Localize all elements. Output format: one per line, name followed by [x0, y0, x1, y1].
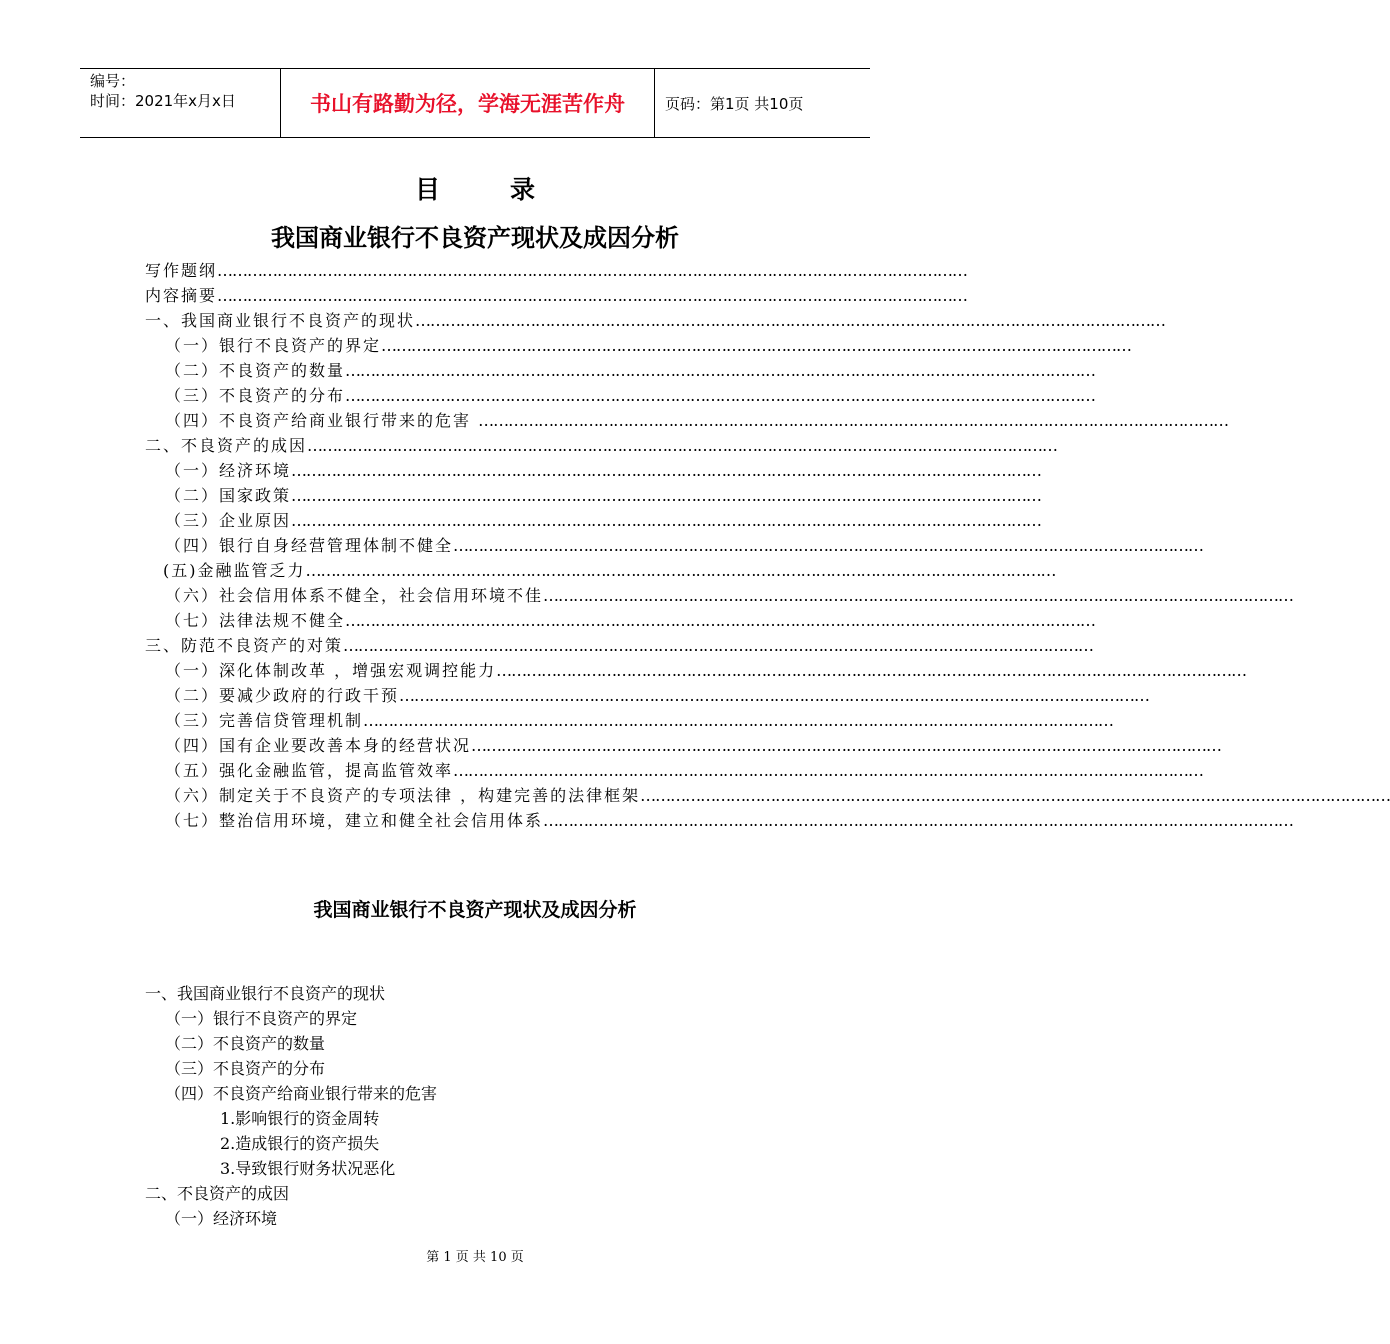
toc-leader-dots: ……………………………………………………………………………………………………………………………………: [453, 761, 1204, 780]
toc-entry-text: （六）社会信用体系不健全，社会信用环境不佳: [165, 586, 544, 605]
toc-leader-dots: ……………………………………………………………………………………………………………………………………: [543, 811, 1294, 830]
toc-leader-dots: ……………………………………………………………………………………………………………………………………: [291, 486, 1042, 505]
toc-leader-dots: ……………………………………………………………………………………………………………………………………: [291, 511, 1042, 530]
outline-item: 一、我国商业银行不良资产的现状: [145, 984, 386, 1003]
toc-entry: [145, 758, 1204, 783]
toc-leader-dots: ……………………………………………………………………………………………………………………………………: [217, 286, 968, 305]
toc-entry-text: （二）不良资产的数量: [165, 361, 346, 380]
toc-entry: [145, 783, 1390, 808]
outline-item: 二、不良资产的成因: [145, 1184, 290, 1203]
toc-entry: [145, 433, 1058, 458]
toc-entry: [145, 308, 1166, 333]
toc-entry-text: （二）国家政策: [165, 486, 292, 505]
toc-entry-text: 写作题纲: [145, 261, 218, 280]
toc-entry: [145, 283, 968, 308]
toc-heading-left: 目: [414, 175, 440, 204]
toc-leader-dots: ……………………………………………………………………………………………………………………………………: [343, 636, 1094, 655]
toc-entry: [145, 333, 1132, 358]
toc-entry-text: 二、不良资产的成因: [145, 436, 308, 455]
toc-heading: [0, 170, 950, 206]
toc-entry-text: (五)金融监管乏力: [163, 561, 306, 580]
toc-leader-dots: ……………………………………………………………………………………………………………………………………: [496, 661, 1247, 680]
outline-item: （一）银行不良资产的界定: [165, 1009, 358, 1028]
toc-leader-dots: ……………………………………………………………………………………………………………………………………: [291, 461, 1042, 480]
toc-leader-dots: ……………………………………………………………………………………………………………………………………: [305, 561, 1056, 580]
toc-leader-dots: ……………………………………………………………………………………………………………………………………: [307, 436, 1058, 455]
outline-item: （一）经济环境: [165, 1209, 278, 1228]
toc-leader-dots: ……………………………………………………………………………………………………………………………………: [381, 336, 1132, 355]
toc-heading-right: 录: [510, 175, 536, 204]
toc-entry: [145, 708, 1114, 733]
toc-entry: [145, 258, 968, 283]
toc-leader-dots: ……………………………………………………………………………………………………………………………………: [478, 411, 1229, 430]
page-header: [80, 68, 870, 138]
toc-leader-dots: ……………………………………………………………………………………………………………………………………: [363, 711, 1114, 730]
toc-entry-text: 内容摘要: [145, 286, 218, 305]
toc-leader-dots: ……………………………………………………………………………………………………………………………………: [543, 586, 1294, 605]
page-footer: 第 1 页 共 10 页: [426, 1250, 524, 1265]
toc-entry: [145, 558, 1056, 583]
toc-entry: [145, 808, 1294, 833]
toc-entry-text: （三）不良资产的分布: [165, 386, 346, 405]
toc-leader-dots: ……………………………………………………………………………………………………………………………………: [345, 361, 1096, 380]
number-label: 编号：: [90, 72, 136, 90]
toc-leader-dots: ……………………………………………………………………………………………………………………………………: [471, 736, 1222, 755]
toc-entry: [145, 733, 1222, 758]
toc-entry-text: （二）要减少政府的行政干预: [165, 686, 400, 705]
outline: [145, 981, 795, 1231]
toc-entry-text: （一）经济环境: [165, 461, 292, 480]
toc-leader-dots: ……………………………………………………………………………………………………………………………………: [453, 536, 1204, 555]
toc-entry: [145, 583, 1294, 608]
toc-leader-dots: ……………………………………………………………………………………………………………………………………: [345, 611, 1096, 630]
toc-entry: [145, 383, 1096, 408]
header-motto: 书山有路勤为径，学海无涯苦作舟: [281, 69, 655, 137]
toc-entry-text: （四）银行自身经营管理体制不健全: [165, 536, 454, 555]
toc-leader-dots: ……………………………………………………………………………………………………………………………………: [345, 386, 1096, 405]
toc-leader-dots: ……………………………………………………………………………………………………………………………………: [415, 311, 1166, 330]
toc-entry-text: （三）完善信贷管理机制: [165, 711, 364, 730]
outline-item: 1.影响银行的资金周转: [220, 1109, 380, 1128]
toc-entry: [145, 483, 1042, 508]
header-page-info: 页码：第1页 共10页: [665, 94, 804, 113]
toc-entry: [145, 358, 1096, 383]
outline-item: （三）不良资产的分布: [165, 1059, 326, 1078]
toc-entry: [145, 633, 1094, 658]
outline-item: （二）不良资产的数量: [165, 1034, 326, 1053]
toc-leader-dots: ……………………………………………………………………………………………………………………………………: [399, 686, 1150, 705]
toc-entry: [145, 508, 1042, 533]
outline-item: （四）不良资产给商业银行带来的危害: [165, 1084, 438, 1103]
toc-entry-text: （四）国有企业要改善本身的经营状况: [165, 736, 472, 755]
toc-leader-dots: ……………………………………………………………………………………………………………………………………: [640, 786, 1390, 805]
outline-item: 2.造成银行的资产损失: [220, 1134, 380, 1153]
time-label: 时间：2021年x月x日: [90, 92, 236, 110]
toc-entry: [145, 533, 1204, 558]
toc-entry-text: （七）整治信用环境，建立和健全社会信用体系: [165, 811, 544, 830]
toc-entry: [145, 458, 1042, 483]
toc-entry: [145, 608, 1096, 633]
toc-leader-dots: ……………………………………………………………………………………………………………………………………: [217, 261, 968, 280]
toc-entry: [145, 408, 1229, 433]
header-meta: [80, 69, 281, 137]
table-of-contents: [145, 258, 1390, 833]
toc-entry-text: （一）银行不良资产的界定: [165, 336, 382, 355]
toc-entry-text: （一）深化体制改革 ，增强宏观调控能力: [165, 661, 497, 680]
toc-entry-text: （五）强化金融监管，提高监管效率: [165, 761, 454, 780]
toc-entry-text: 一、我国商业银行不良资产的现状: [145, 311, 416, 330]
toc-entry-text: （六）制定关于不良资产的专项法律 ，构建完善的法律框架: [165, 786, 641, 805]
section-title: 我国商业银行不良资产现状及成因分析: [313, 899, 637, 921]
toc-entry: [145, 683, 1150, 708]
outline-item: 3.导致银行财务状况恶化: [220, 1159, 396, 1178]
toc-entry: [145, 658, 1247, 683]
toc-entry-text: （三）企业原因: [165, 511, 292, 530]
toc-entry-text: （四）不良资产给商业银行带来的危害: [165, 411, 479, 430]
toc-entry-text: （七）法律法规不健全: [165, 611, 346, 630]
document-title: 我国商业银行不良资产现状及成因分析: [271, 224, 679, 252]
toc-entry-text: 三、防范不良资产的对策: [145, 636, 344, 655]
